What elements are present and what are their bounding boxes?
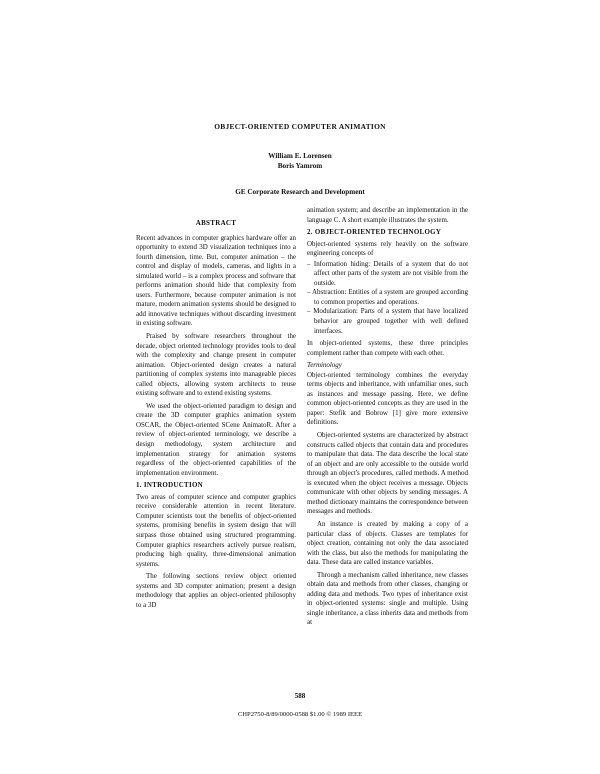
body-paragraph: The following sections review object oriented systems and 3D computer animation; present a design methodology that applies an object-oriented philosophy to a 3D <box>136 572 296 609</box>
author-name: William E. Lorensen <box>268 152 332 160</box>
author-name: Boris Yamrom <box>277 161 323 170</box>
right-column <box>307 206 468 631</box>
body-paragraph: Object-oriented systems rely heavily on the software engineering concepts of <box>307 239 468 258</box>
body-paragraph: In object-oriented systems, these three principles complement rather than compete with each other. <box>307 339 468 357</box>
copyright-line: CHP2750-8/89/0000-0588 $1.00 © 1989 IEEE <box>237 711 363 718</box>
list-item: – Modularization: Parts of a system that have localized behavior are grouped together with well defined interfaces. <box>307 307 468 335</box>
page-number: 588 <box>294 692 306 700</box>
body-paragraph: Through a mechanism called inheritance, new classes obtain data and methods from other classes, changing or adding data and methods. Two types of inheritance exist in object-oriented systems: single and multiple. Using single inheritance, a class inherits data and methods from at <box>307 570 468 627</box>
author-list <box>0 152 600 171</box>
body-paragraph: Object-oriented terminology combines the everyday terms objects and inheritance, with unfamiliar ones, such as instances and message passing. Here, we define common object-oriented concepts as they are used in the paper: Stefik and Bobrow [1] give more extensive definitions. <box>307 370 468 427</box>
abstract-paragraph: We used the object-oriented paradigm to design and create the 3D computer graphics animation system OSCAR, the Object-oriented SCene AnimatoR. After a review of object-oriented terminology, we describe a design methodology, system architecture and implementation strategy for animation systems regardless of the object-oriented capabilities of the implementation environment. <box>136 401 296 477</box>
list-item: – Abstraction: Entities of a system are grouped according to common properties and operations. <box>307 288 468 306</box>
body-paragraph: animation system; and describe an implementation in the language C. A short example illustrates the system. <box>307 206 468 224</box>
affiliation: GE Corporate Research and Development <box>235 188 365 196</box>
abstract-paragraph: Recent advances in computer graphics hardware offer an opportunity to extend 3D visualization techniques into a fourth dimension, time. But, computer animation – the control and display of models, cameras, and lights in a simulated world – is a complex process and software that performs animation should hide that complexity from users. Furthermore, because computer animation is not mature, modern animation systems should be designed to add innovative techniques without discarding investment in existing software. <box>136 233 296 328</box>
body-paragraph: Object-oriented systems are characterized by abstract constructs called objects that contain data and procedures to manipulate that data. The data describe the local state of an object and are only accessible to the outside world through an object's procedures, called methods. A method is executed when the object receives a message. Objects communicate with other objects by sending messages. A method dictionary maintains the correspondence between messages and methods. <box>307 431 468 516</box>
paper-title: OBJECT-ORIENTED COMPUTER ANIMATION <box>214 122 386 131</box>
body-paragraph: An instance is created by making a copy of a particular class of objects. Classes are templates for object creation, containing not only the data associated with the class, but also the methods for manipulating the data. These data are called instance variables. <box>307 519 468 567</box>
section-heading: 2. OBJECT-ORIENTED TECHNOLOGY <box>307 228 442 237</box>
abstract-paragraph: Praised by software researchers throughout the decade, object oriented technology provides tools to deal with the complexity and change present in computer animation. Object-oriented design creates a natural partitioning of complex systems into manageable pieces called objects, allowing system architects to reuse existing software and to extend existing systems. <box>136 332 296 398</box>
concept-list <box>307 260 468 336</box>
left-column <box>136 207 296 613</box>
abstract-heading: ABSTRACT <box>195 219 237 227</box>
subsection-heading: Terminology <box>307 361 342 370</box>
section-heading: 1. INTRODUCTION <box>136 481 203 490</box>
body-paragraph: Two areas of computer science and computer graphics receive considerable attention in recent literature. Computer scientists tout the benefits of object-oriented systems, promising benefits in system design that will surpass those obtained using structured programming. Computer graphics researchers actively pursue realism, producing high quality, three-dimensional animation systems. <box>136 492 296 568</box>
list-item: – Information hiding: Details of a system that do not affect other parts of the system are not visible from the outside. <box>307 259 468 287</box>
